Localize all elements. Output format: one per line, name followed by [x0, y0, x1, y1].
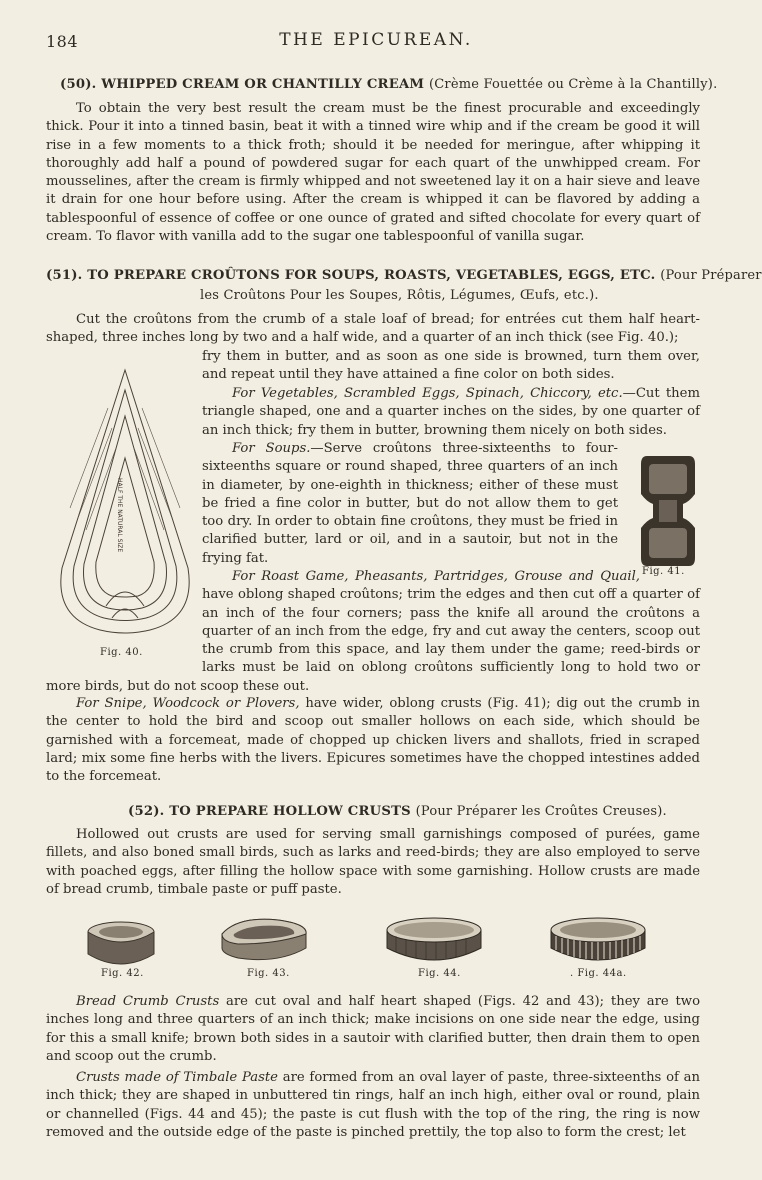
section-50-title: (50). WHIPPED CREAM OR CHANTILLY CREAM [60, 77, 425, 92]
figure-40-drawing [50, 368, 200, 648]
figure-43 [218, 914, 310, 966]
s52-para-3-italic: Crusts made of Timbale Paste [76, 1070, 278, 1085]
para-5-italic: For Snipe, Woodcock or Plovers, [76, 696, 300, 711]
section-51-title: (51). TO PREPARE CROÛTONS FOR SOUPS, ROASTS, VEGETABLES, EGGS, ETC. [46, 268, 656, 283]
page-number: 184 [46, 32, 79, 51]
figure-41 [637, 452, 699, 570]
section-50-french-title: (Crème Fouettée ou Crème à la Chantilly). [429, 77, 718, 92]
para-4-text: have oblong shaped croûtons; trim the edges and then cut off a quarter of an inch of the four corners; pass the knife all around the croûtons a quarter of an inch from the edge, fry and cut away the centers, scoop out the crumb from this space, and lay them under the game; reed-birds or larks must be laid on oblong croûtons sufficiently long to hold two or more birds, but do not scoop these out. [46, 587, 700, 694]
figure-43-caption: Fig. 43. [247, 968, 290, 979]
para-4-italic: For Roast Game, Pheasants, Partridges, Grouse and Quail, [232, 569, 640, 584]
section-51-heading-line2 [200, 288, 599, 303]
book-title: THE EPICUREAN. [279, 30, 473, 50]
figure-44-drawing [384, 914, 484, 966]
section-51-para-5 [46, 695, 700, 786]
para-2-italic: For Vegetables, Scrambled Eggs, Spinach, Chiccory, etc. [232, 386, 623, 401]
s52-para-2-text: are cut oval and half heart shaped (Figs. 42 and 43); they are two inches long and three quarters of an inch thick; make incisions on one side near the edge, using for this a small knife; brown both sides in a sautoir with clarified butter, then drain them to open and scoop out the crumb. [46, 994, 701, 1064]
figure-44 [384, 914, 484, 966]
figure-41-caption: Fig. 41. [642, 566, 685, 577]
section-52-french-title: (Pour Préparer les Croûtes Creuses). [415, 804, 667, 819]
section-51-heading [46, 268, 762, 283]
running-head [46, 30, 706, 54]
section-51-para-1b: fry them in butter, and as soon as one side is browned, turn them over, and repeat until they have attained a fine color on both sides. [202, 349, 700, 383]
figure-44a-drawing [548, 914, 648, 966]
section-52-heading [128, 804, 667, 819]
section-51-para-3 [202, 440, 618, 568]
s52-para-3-text: are formed from an oval layer of paste, three-sixteenths of an inch thick; they are shaped in unbuttered tin rings, half an inch high, either oval or round, plain or channelled (Figs. 44 and 45); the paste is cut flush with the top of the ring, the ring is now removed and the outside edge of the paste is pinched prettily, the top also to form the crest; let [46, 1070, 700, 1140]
para-5-text: have wider, oblong crusts (Fig. 41); dig out the crumb in the center to hold the bird and scoop out smaller hollows on each side, which should be garnished with a forcemeat, made of chopped up chicken livers and shallots, fried in scraped lard; mix some fine herbs with the livers. Epicures sometimes have the chopped intestines added to the forcemeat. [46, 696, 700, 785]
section-52-para-2 [46, 993, 700, 1066]
section-52-para-1: Hollowed out crusts are used for serving small garnishings composed of purées, game fillets, and also boned small birds, such as larks and reed-birds; they are also employed to serve with poached eggs, after filling the hollow space with some garnishing. Hollow crusts are made of bread crumb, timbale paste or puff paste. [46, 827, 700, 897]
figure-40-scale-label: HALF THE NATURAL SIZE [116, 478, 123, 553]
para-2-text: —Cut them triangle shaped, one and a quarter inches on the sides, by one quarter of an inch thick; fry them in butter, browning them nicely on both sides. [202, 386, 700, 438]
figure-42-drawing [86, 918, 156, 968]
section-52-title: (52). TO PREPARE HOLLOW CRUSTS [128, 804, 411, 819]
section-50-body: To obtain the very best result the cream must be the finest procurable and exceedingly thick. Pour it into a tinned basin, beat it with a tinned wire whip and if the cream be good it will rise in a few moments to a thick froth; should it be needed for meringue, after whipping it thoroughly add half a pound of powdered sugar for each quart of the unwhipped cream. For mousselines, after the cream is firmly whipped and not sweetened lay it on a hair sieve and leave it drain for one hour before using. After the cream is whipped it can be flavored by adding a tablespoonful of essence of coffee or one ounce of grated and sifted chocolate for every quart of cream. To flavor with vanilla add to the sugar one tablespoonful of vanilla sugar. [46, 101, 700, 245]
section-51-para-2 [202, 385, 700, 440]
section-50-heading [60, 77, 717, 92]
figure-40 [50, 368, 200, 648]
figure-41-drawing [637, 452, 699, 570]
figure-44a [548, 914, 648, 966]
figure-42-caption: Fig. 42. [101, 968, 144, 979]
section-51-para-1a: Cut the croûtons from the crumb of a stale loaf of bread; for entrées cut them half heart-shaped, three inches long by two and a half wide, and a quarter of an inch thick (see Fig. 40.); [46, 312, 700, 346]
s52-para-2-italic: Bread Crumb Crusts [76, 994, 220, 1009]
para-3-text: —Serve croûtons three-sixteenths to four-sixteenths square or round shaped, three quarters of an inch in diameter, by one-eighth in thickness; either of these must be fried a fine color in butter, but do not allow them to get too dry. In order to obtain fine croûtons, they must be fried in clarified butter, lard or oil, and in a sautoir, but not in the frying fat. [202, 441, 618, 566]
section-51-french-title-part2: les Croûtons Pour les Soupes, Rôtis, Légumes, Œufs, etc.). [200, 288, 599, 303]
figure-42 [86, 918, 156, 968]
section-52-para-3 [46, 1069, 700, 1142]
figure-44-caption: Fig. 44. [418, 968, 461, 979]
figure-44a-caption: . Fig. 44a. [570, 968, 627, 979]
figure-40-caption: Fig. 40. [100, 647, 143, 658]
figure-43-drawing [218, 914, 310, 966]
section-51-french-title-part1: (Pour Préparer [660, 268, 762, 283]
para-3-italic: For Soups. [232, 441, 311, 456]
